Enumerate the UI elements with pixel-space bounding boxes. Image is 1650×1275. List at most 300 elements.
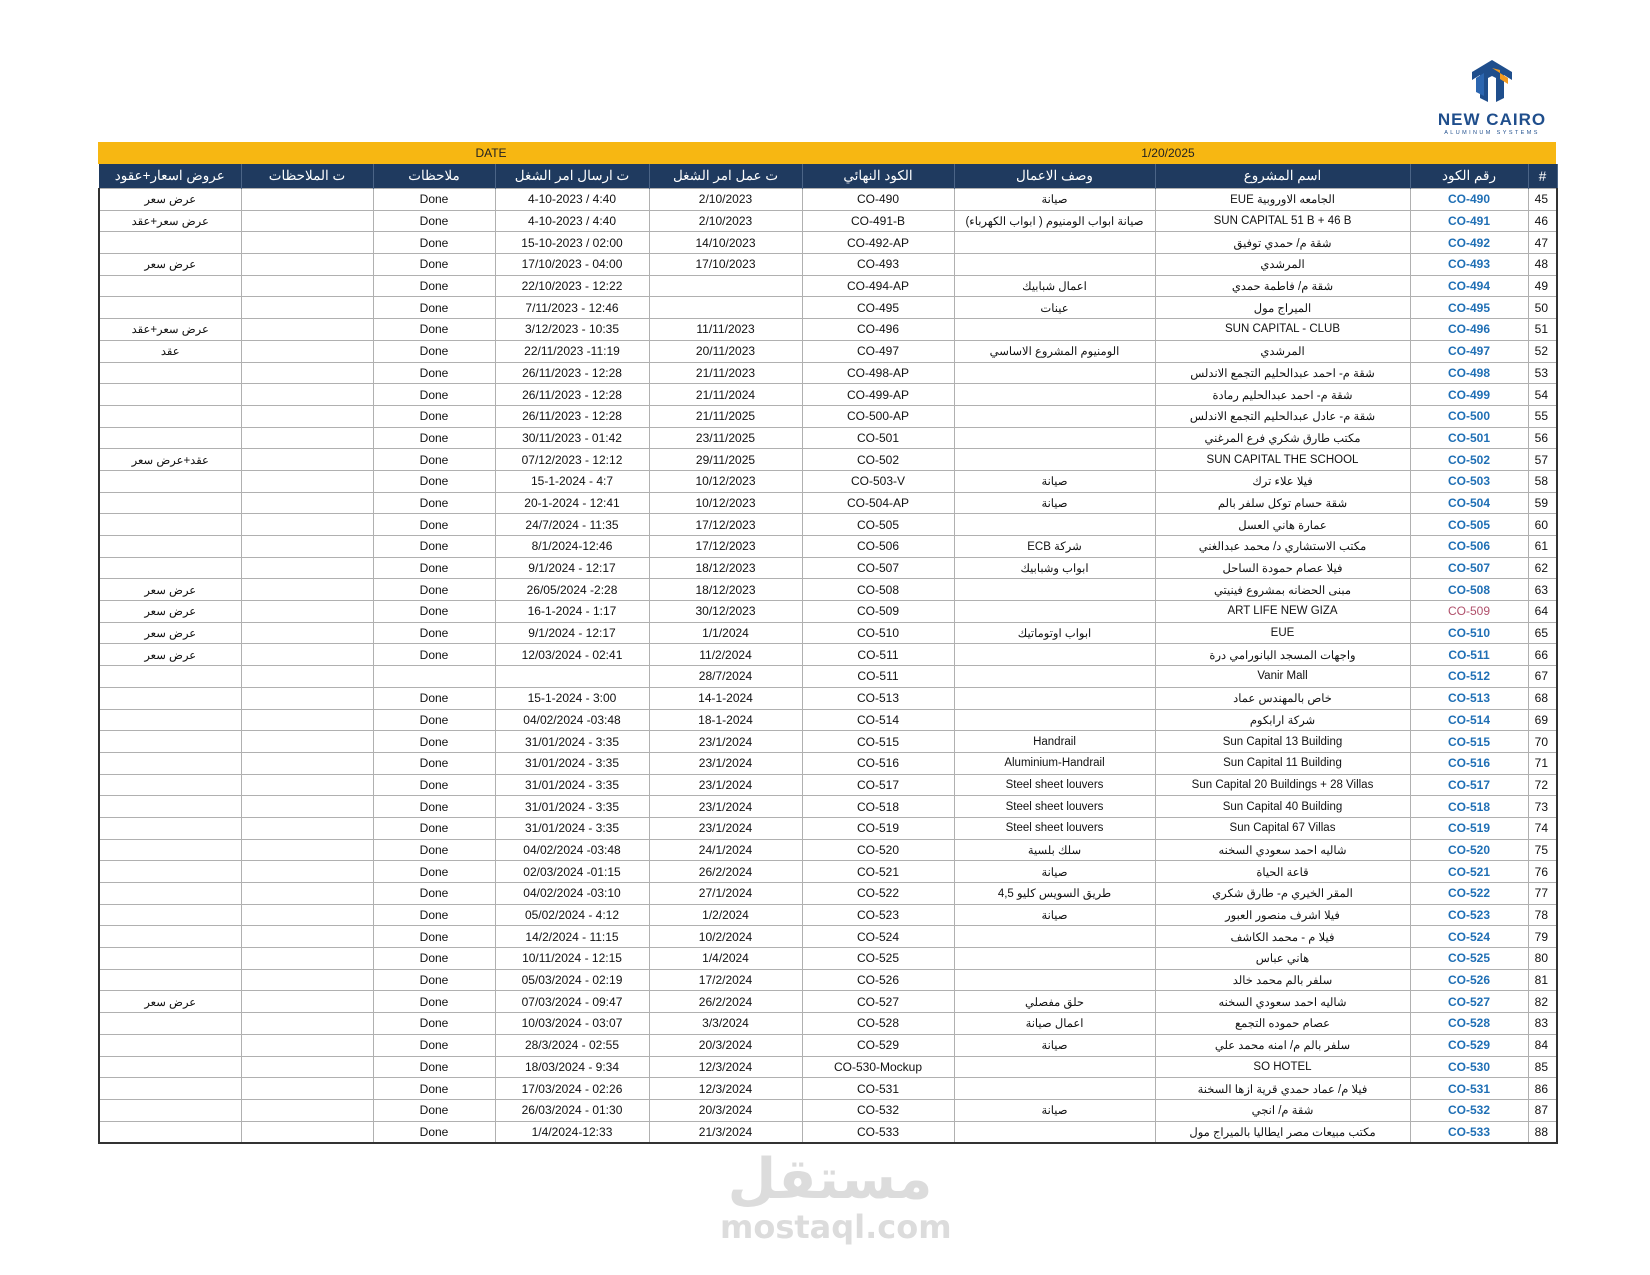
cell-code[interactable]: CO-521	[1410, 861, 1528, 883]
cell-code[interactable]: CO-533	[1410, 1121, 1528, 1143]
cell-notes-date[interactable]	[241, 340, 373, 362]
cell-notes-date[interactable]	[241, 926, 373, 948]
cell-works[interactable]: صيانة	[954, 1099, 1155, 1121]
cell-index[interactable]: 66	[1528, 644, 1557, 666]
cell-works[interactable]	[954, 687, 1155, 709]
col-header-work-date[interactable]: ت عمل امر الشغل	[649, 164, 802, 189]
cell-project[interactable]: المرشدي	[1155, 340, 1410, 362]
cell-work-date[interactable]: 11/2/2024	[649, 644, 802, 666]
cell-final-code[interactable]: CO-503-V	[802, 470, 954, 492]
cell-work-date[interactable]: 21/3/2024	[649, 1121, 802, 1143]
cell-works[interactable]	[954, 254, 1155, 276]
cell-notes[interactable]: Done	[373, 796, 495, 818]
cell-index[interactable]: 67	[1528, 666, 1557, 688]
cell-code[interactable]: CO-506	[1410, 536, 1528, 558]
cell-send-date[interactable]: 22/11/2023 -11:19	[495, 340, 649, 362]
cell-send-date[interactable]: 9/1/2024 - 12:17	[495, 557, 649, 579]
cell-send-date[interactable]: 12/03/2024 - 02:41	[495, 644, 649, 666]
cell-notes[interactable]: Done	[373, 839, 495, 861]
cell-index[interactable]: 69	[1528, 709, 1557, 731]
table-row[interactable]	[99, 210, 1557, 232]
cell-notes[interactable]: Done	[373, 1121, 495, 1143]
table-row[interactable]	[99, 926, 1557, 948]
cell-code[interactable]: CO-496	[1410, 319, 1528, 341]
cell-project[interactable]: شاليه احمد سعودي السخنه	[1155, 991, 1410, 1013]
table-row[interactable]	[99, 189, 1557, 211]
cell-work-date[interactable]: 20/11/2023	[649, 340, 802, 362]
cell-offers[interactable]	[99, 861, 241, 883]
cell-project[interactable]: الجامعه الاوروبية EUE	[1155, 189, 1410, 211]
cell-send-date[interactable]: 26/11/2023 - 12:28	[495, 362, 649, 384]
cell-notes[interactable]: Done	[373, 492, 495, 514]
cell-work-date[interactable]: 2/10/2023	[649, 189, 802, 211]
cell-code[interactable]: CO-524	[1410, 926, 1528, 948]
cell-works[interactable]: صيانة	[954, 189, 1155, 211]
cell-index[interactable]: 52	[1528, 340, 1557, 362]
cell-final-code[interactable]: CO-511	[802, 644, 954, 666]
cell-notes[interactable]: Done	[373, 536, 495, 558]
cell-code[interactable]: CO-512	[1410, 666, 1528, 688]
cell-offers[interactable]	[99, 514, 241, 536]
cell-index[interactable]: 50	[1528, 297, 1557, 319]
cell-works[interactable]	[954, 1121, 1155, 1143]
cell-work-date[interactable]: 17/12/2023	[649, 536, 802, 558]
cell-project[interactable]: مكتب طارق شكري فرع المرغني	[1155, 427, 1410, 449]
cell-works[interactable]: شركة ECB	[954, 536, 1155, 558]
cell-index[interactable]: 75	[1528, 839, 1557, 861]
cell-index[interactable]: 78	[1528, 904, 1557, 926]
cell-notes[interactable]: Done	[373, 1034, 495, 1056]
cell-code[interactable]: CO-530	[1410, 1056, 1528, 1078]
cell-notes-date[interactable]	[241, 904, 373, 926]
cell-final-code[interactable]: CO-499-AP	[802, 384, 954, 406]
cell-index[interactable]: 86	[1528, 1078, 1557, 1100]
cell-code[interactable]: CO-503	[1410, 470, 1528, 492]
cell-send-date[interactable]: 30/11/2023 - 01:42	[495, 427, 649, 449]
cell-project[interactable]: هاني عباس	[1155, 948, 1410, 970]
cell-project[interactable]: شقة م- عادل عبدالحليم التجمع الاندلس	[1155, 405, 1410, 427]
cell-works[interactable]: عينات	[954, 297, 1155, 319]
cell-final-code[interactable]: CO-524	[802, 926, 954, 948]
cell-final-code[interactable]: CO-522	[802, 883, 954, 905]
cell-offers[interactable]	[99, 839, 241, 861]
cell-offers[interactable]	[99, 492, 241, 514]
cell-code[interactable]: CO-501	[1410, 427, 1528, 449]
cell-notes-date[interactable]	[241, 731, 373, 753]
cell-works[interactable]	[954, 514, 1155, 536]
cell-code[interactable]: CO-510	[1410, 622, 1528, 644]
cell-notes-date[interactable]	[241, 817, 373, 839]
cell-notes[interactable]: Done	[373, 644, 495, 666]
table-row[interactable]	[99, 384, 1557, 406]
cell-project[interactable]: شقة م/ حمدي توفيق	[1155, 232, 1410, 254]
cell-index[interactable]: 77	[1528, 883, 1557, 905]
table-row[interactable]	[99, 709, 1557, 731]
col-header-offers[interactable]: عروض اسعار+عقود	[99, 164, 241, 189]
cell-work-date[interactable]: 30/12/2023	[649, 601, 802, 623]
cell-notes[interactable]: Done	[373, 969, 495, 991]
cell-index[interactable]: 53	[1528, 362, 1557, 384]
cell-works[interactable]: صيانة	[954, 1034, 1155, 1056]
col-header-notes-date[interactable]: ت الملاحظات	[241, 164, 373, 189]
cell-project[interactable]: Vanir Mall	[1155, 666, 1410, 688]
table-row[interactable]	[99, 514, 1557, 536]
cell-send-date[interactable]: 04/02/2024 -03:10	[495, 883, 649, 905]
cell-offers[interactable]	[99, 362, 241, 384]
cell-index[interactable]: 74	[1528, 817, 1557, 839]
cell-code[interactable]: CO-527	[1410, 991, 1528, 1013]
cell-final-code[interactable]: CO-500-AP	[802, 405, 954, 427]
cell-final-code[interactable]: CO-516	[802, 752, 954, 774]
cell-work-date[interactable]: 23/1/2024	[649, 731, 802, 753]
cell-work-date[interactable]: 18/12/2023	[649, 557, 802, 579]
cell-works[interactable]: صيانة	[954, 492, 1155, 514]
cell-final-code[interactable]: CO-529	[802, 1034, 954, 1056]
cell-work-date[interactable]: 21/11/2025	[649, 405, 802, 427]
cell-works[interactable]: حلق مفصلي	[954, 991, 1155, 1013]
cell-project[interactable]: SO HOTEL	[1155, 1056, 1410, 1078]
cell-notes-date[interactable]	[241, 644, 373, 666]
cell-works[interactable]: سلك بلسية	[954, 839, 1155, 861]
cell-offers[interactable]	[99, 969, 241, 991]
cell-notes-date[interactable]	[241, 405, 373, 427]
cell-index[interactable]: 63	[1528, 579, 1557, 601]
cell-send-date[interactable]: 18/03/2024 - 9:34	[495, 1056, 649, 1078]
cell-send-date[interactable]: 22/10/2023 - 12:22	[495, 275, 649, 297]
cell-work-date[interactable]: 23/1/2024	[649, 752, 802, 774]
cell-offers[interactable]	[99, 384, 241, 406]
cell-final-code[interactable]: CO-531	[802, 1078, 954, 1100]
cell-send-date[interactable]: 26/11/2023 - 12:28	[495, 405, 649, 427]
cell-works[interactable]	[954, 405, 1155, 427]
cell-offers[interactable]: عرض سعر	[99, 254, 241, 276]
cell-notes-date[interactable]	[241, 622, 373, 644]
table-row[interactable]	[99, 796, 1557, 818]
cell-notes-date[interactable]	[241, 384, 373, 406]
cell-code[interactable]: CO-513	[1410, 687, 1528, 709]
cell-offers[interactable]: عرض سعر+عقد	[99, 210, 241, 232]
table-row[interactable]	[99, 449, 1557, 471]
cell-final-code[interactable]: CO-525	[802, 948, 954, 970]
cell-send-date[interactable]: 07/12/2023 - 12:12	[495, 449, 649, 471]
cell-index[interactable]: 70	[1528, 731, 1557, 753]
cell-notes-date[interactable]	[241, 492, 373, 514]
cell-work-date[interactable]: 14/10/2023	[649, 232, 802, 254]
cell-send-date[interactable]: 1/4/2024-12:33	[495, 1121, 649, 1143]
cell-offers[interactable]: عرض سعر	[99, 622, 241, 644]
cell-work-date[interactable]: 10/2/2024	[649, 926, 802, 948]
cell-code[interactable]: CO-529	[1410, 1034, 1528, 1056]
cell-notes-date[interactable]	[241, 948, 373, 970]
cell-offers[interactable]: عرض سعر	[99, 601, 241, 623]
cell-offers[interactable]	[99, 1013, 241, 1035]
cell-work-date[interactable]: 14-1-2024	[649, 687, 802, 709]
cell-code[interactable]: CO-515	[1410, 731, 1528, 753]
cell-send-date[interactable]: 31/01/2024 - 3:35	[495, 796, 649, 818]
cell-work-date[interactable]: 18-1-2024	[649, 709, 802, 731]
cell-notes[interactable]: Done	[373, 319, 495, 341]
cell-send-date[interactable]: 16-1-2024 - 1:17	[495, 601, 649, 623]
cell-final-code[interactable]: CO-514	[802, 709, 954, 731]
cell-index[interactable]: 51	[1528, 319, 1557, 341]
cell-final-code[interactable]: CO-513	[802, 687, 954, 709]
cell-works[interactable]	[954, 384, 1155, 406]
cell-works[interactable]	[954, 427, 1155, 449]
cell-index[interactable]: 84	[1528, 1034, 1557, 1056]
cell-notes[interactable]: Done	[373, 384, 495, 406]
cell-notes[interactable]: Done	[373, 731, 495, 753]
cell-notes-date[interactable]	[241, 1056, 373, 1078]
cell-index[interactable]: 82	[1528, 991, 1557, 1013]
cell-notes-date[interactable]	[241, 427, 373, 449]
cell-notes-date[interactable]	[241, 514, 373, 536]
cell-notes[interactable]: Done	[373, 1099, 495, 1121]
cell-notes[interactable]: Done	[373, 774, 495, 796]
cell-project[interactable]: شقة م/ انجي	[1155, 1099, 1410, 1121]
table-row[interactable]	[99, 861, 1557, 883]
cell-work-date[interactable]: 23/1/2024	[649, 817, 802, 839]
cell-offers[interactable]	[99, 752, 241, 774]
cell-offers[interactable]	[99, 1078, 241, 1100]
cell-send-date[interactable]: 04/02/2024 -03:48	[495, 709, 649, 731]
cell-offers[interactable]	[99, 232, 241, 254]
cell-notes[interactable]: Done	[373, 557, 495, 579]
cell-code[interactable]: CO-532	[1410, 1099, 1528, 1121]
cell-final-code[interactable]: CO-491-B	[802, 210, 954, 232]
table-row[interactable]	[99, 340, 1557, 362]
table-row[interactable]	[99, 644, 1557, 666]
table-row[interactable]	[99, 601, 1557, 623]
cell-works[interactable]	[954, 926, 1155, 948]
cell-work-date[interactable]: 26/2/2024	[649, 991, 802, 1013]
cell-works[interactable]: ابواب اوتوماتيك	[954, 622, 1155, 644]
table-row[interactable]	[99, 731, 1557, 753]
cell-project[interactable]: الميراج مول	[1155, 297, 1410, 319]
cell-code[interactable]: CO-502	[1410, 449, 1528, 471]
cell-notes-date[interactable]	[241, 1078, 373, 1100]
cell-works[interactable]: Steel sheet louvers	[954, 774, 1155, 796]
cell-works[interactable]: طريق السويس كليو 4,5	[954, 883, 1155, 905]
cell-final-code[interactable]: CO-495	[802, 297, 954, 319]
cell-code[interactable]: CO-495	[1410, 297, 1528, 319]
cell-code[interactable]: CO-494	[1410, 275, 1528, 297]
cell-final-code[interactable]: CO-521	[802, 861, 954, 883]
cell-send-date[interactable]: 26/11/2023 - 12:28	[495, 384, 649, 406]
cell-project[interactable]: فيلا علاء ترك	[1155, 470, 1410, 492]
cell-project[interactable]: ART LIFE NEW GIZA	[1155, 601, 1410, 623]
cell-final-code[interactable]: CO-515	[802, 731, 954, 753]
cell-notes-date[interactable]	[241, 752, 373, 774]
cell-send-date[interactable]: 10/11/2024 - 12:15	[495, 948, 649, 970]
cell-project[interactable]: SUN CAPITAL THE SCHOOL	[1155, 449, 1410, 471]
cell-project[interactable]: شقة م/ فاطمة حمدي	[1155, 275, 1410, 297]
cell-project[interactable]: شقة م- احمد عبدالحليم التجمع الاندلس	[1155, 362, 1410, 384]
cell-send-date[interactable]: 02/03/2024 -01:15	[495, 861, 649, 883]
table-row[interactable]	[99, 622, 1557, 644]
table-row[interactable]	[99, 405, 1557, 427]
cell-final-code[interactable]: CO-523	[802, 904, 954, 926]
cell-index[interactable]: 62	[1528, 557, 1557, 579]
cell-index[interactable]: 60	[1528, 514, 1557, 536]
cell-offers[interactable]	[99, 731, 241, 753]
table-row[interactable]	[99, 904, 1557, 926]
cell-index[interactable]: 48	[1528, 254, 1557, 276]
cell-index[interactable]: 68	[1528, 687, 1557, 709]
table-row[interactable]	[99, 883, 1557, 905]
cell-works[interactable]: صيانة ابواب الومنيوم ( ابواب الكهرباء)	[954, 210, 1155, 232]
cell-offers[interactable]: عقد	[99, 340, 241, 362]
cell-work-date[interactable]: 28/7/2024	[649, 666, 802, 688]
cell-send-date[interactable]: 20-1-2024 - 12:41	[495, 492, 649, 514]
cell-project[interactable]: شقة حسام توكل سلفر بالم	[1155, 492, 1410, 514]
cell-send-date[interactable]: 07/03/2024 - 09:47	[495, 991, 649, 1013]
cell-index[interactable]: 46	[1528, 210, 1557, 232]
cell-offers[interactable]	[99, 297, 241, 319]
cell-project[interactable]: فيلا م/ عماد حمدي قرية ازها السخنة	[1155, 1078, 1410, 1100]
cell-final-code[interactable]: CO-527	[802, 991, 954, 1013]
table-row[interactable]	[99, 839, 1557, 861]
cell-notes-date[interactable]	[241, 709, 373, 731]
table-row[interactable]	[99, 1056, 1557, 1078]
cell-work-date[interactable]: 29/11/2025	[649, 449, 802, 471]
col-header-index[interactable]: #	[1528, 164, 1557, 189]
cell-code[interactable]: CO-514	[1410, 709, 1528, 731]
cell-index[interactable]: 85	[1528, 1056, 1557, 1078]
cell-offers[interactable]	[99, 948, 241, 970]
cell-notes[interactable]: Done	[373, 601, 495, 623]
cell-offers[interactable]	[99, 666, 241, 688]
cell-send-date[interactable]: 15-1-2024 - 3:00	[495, 687, 649, 709]
table-row[interactable]	[99, 1034, 1557, 1056]
cell-notes[interactable]: Done	[373, 1078, 495, 1100]
cell-work-date[interactable]: 20/3/2024	[649, 1099, 802, 1121]
cell-notes-date[interactable]	[241, 991, 373, 1013]
table-row[interactable]	[99, 687, 1557, 709]
cell-code[interactable]: CO-493	[1410, 254, 1528, 276]
cell-send-date[interactable]: 17/10/2023 - 04:00	[495, 254, 649, 276]
cell-code[interactable]: CO-519	[1410, 817, 1528, 839]
cell-works[interactable]	[954, 362, 1155, 384]
cell-notes[interactable]: Done	[373, 362, 495, 384]
cell-notes[interactable]: Done	[373, 449, 495, 471]
cell-works[interactable]: صيانة	[954, 470, 1155, 492]
cell-send-date[interactable]: 14/2/2024 - 11:15	[495, 926, 649, 948]
cell-work-date[interactable]: 23/1/2024	[649, 796, 802, 818]
cell-offers[interactable]	[99, 536, 241, 558]
cell-code[interactable]: CO-528	[1410, 1013, 1528, 1035]
cell-code[interactable]: CO-499	[1410, 384, 1528, 406]
cell-notes[interactable]: Done	[373, 926, 495, 948]
cell-notes[interactable]: Done	[373, 254, 495, 276]
cell-works[interactable]	[954, 644, 1155, 666]
cell-index[interactable]: 56	[1528, 427, 1557, 449]
table-row[interactable]	[99, 297, 1557, 319]
cell-notes[interactable]: Done	[373, 297, 495, 319]
cell-code[interactable]: CO-509	[1410, 601, 1528, 623]
cell-work-date[interactable]: 2/10/2023	[649, 210, 802, 232]
cell-offers[interactable]	[99, 405, 241, 427]
cell-works[interactable]	[954, 1078, 1155, 1100]
table-row[interactable]	[99, 1013, 1557, 1035]
cell-notes[interactable]: Done	[373, 275, 495, 297]
cell-index[interactable]: 59	[1528, 492, 1557, 514]
cell-final-code[interactable]: CO-519	[802, 817, 954, 839]
cell-index[interactable]: 57	[1528, 449, 1557, 471]
cell-index[interactable]: 81	[1528, 969, 1557, 991]
table-row[interactable]	[99, 536, 1557, 558]
table-row[interactable]	[99, 275, 1557, 297]
cell-notes-date[interactable]	[241, 861, 373, 883]
cell-notes-date[interactable]	[241, 254, 373, 276]
table-row[interactable]	[99, 579, 1557, 601]
cell-offers[interactable]	[99, 1034, 241, 1056]
cell-offers[interactable]	[99, 796, 241, 818]
cell-code[interactable]: CO-525	[1410, 948, 1528, 970]
cell-code[interactable]: CO-491	[1410, 210, 1528, 232]
cell-index[interactable]: 87	[1528, 1099, 1557, 1121]
cell-work-date[interactable]: 10/12/2023	[649, 492, 802, 514]
cell-code[interactable]: CO-520	[1410, 839, 1528, 861]
cell-project[interactable]: واجهات المسجد البانورامي درة	[1155, 644, 1410, 666]
cell-code[interactable]: CO-507	[1410, 557, 1528, 579]
cell-send-date[interactable]: 31/01/2024 - 3:35	[495, 752, 649, 774]
cell-index[interactable]: 83	[1528, 1013, 1557, 1035]
cell-project[interactable]: فيلا اشرف منصور العبور	[1155, 904, 1410, 926]
cell-work-date[interactable]: 18/12/2023	[649, 579, 802, 601]
cell-notes-date[interactable]	[241, 449, 373, 471]
cell-offers[interactable]	[99, 470, 241, 492]
cell-work-date[interactable]: 20/3/2024	[649, 1034, 802, 1056]
cell-project[interactable]: Sun Capital 20 Buildings + 28 Villas	[1155, 774, 1410, 796]
cell-index[interactable]: 80	[1528, 948, 1557, 970]
cell-project[interactable]: فيلا عصام حمودة الساحل	[1155, 557, 1410, 579]
cell-works[interactable]: الومنيوم المشروع الاساسي	[954, 340, 1155, 362]
cell-project[interactable]: Sun Capital 13 Building	[1155, 731, 1410, 753]
col-header-final-code[interactable]: الكود النهائي	[802, 164, 954, 189]
cell-final-code[interactable]: CO-504-AP	[802, 492, 954, 514]
cell-works[interactable]	[954, 709, 1155, 731]
cell-notes-date[interactable]	[241, 969, 373, 991]
cell-send-date[interactable]: 26/05/2024 -2:28	[495, 579, 649, 601]
cell-work-date[interactable]: 17/10/2023	[649, 254, 802, 276]
cell-work-date[interactable]: 27/1/2024	[649, 883, 802, 905]
cell-notes[interactable]: Done	[373, 991, 495, 1013]
table-row[interactable]	[99, 427, 1557, 449]
cell-send-date[interactable]: 17/03/2024 - 02:26	[495, 1078, 649, 1100]
table-row[interactable]	[99, 232, 1557, 254]
cell-work-date[interactable]: 21/11/2024	[649, 384, 802, 406]
cell-work-date[interactable]: 1/4/2024	[649, 948, 802, 970]
cell-notes[interactable]: Done	[373, 210, 495, 232]
cell-notes[interactable]: Done	[373, 904, 495, 926]
table-row[interactable]	[99, 319, 1557, 341]
cell-project[interactable]: SUN CAPITAL - CLUB	[1155, 319, 1410, 341]
cell-code[interactable]: CO-523	[1410, 904, 1528, 926]
cell-project[interactable]: Sun Capital 11 Building	[1155, 752, 1410, 774]
cell-code[interactable]: CO-497	[1410, 340, 1528, 362]
cell-send-date[interactable]: 3/12/2023 - 10:35	[495, 319, 649, 341]
cell-work-date[interactable]: 26/2/2024	[649, 861, 802, 883]
cell-notes[interactable]: Done	[373, 1056, 495, 1078]
cell-notes-date[interactable]	[241, 687, 373, 709]
cell-offers[interactable]: عرض سعر	[99, 991, 241, 1013]
cell-notes-date[interactable]	[241, 666, 373, 688]
cell-project[interactable]: مكتب مبيعات مصر ايطاليا بالميراج مول	[1155, 1121, 1410, 1143]
cell-final-code[interactable]: CO-502	[802, 449, 954, 471]
cell-final-code[interactable]: CO-494-AP	[802, 275, 954, 297]
cell-offers[interactable]	[99, 904, 241, 926]
cell-work-date[interactable]: 17/2/2024	[649, 969, 802, 991]
